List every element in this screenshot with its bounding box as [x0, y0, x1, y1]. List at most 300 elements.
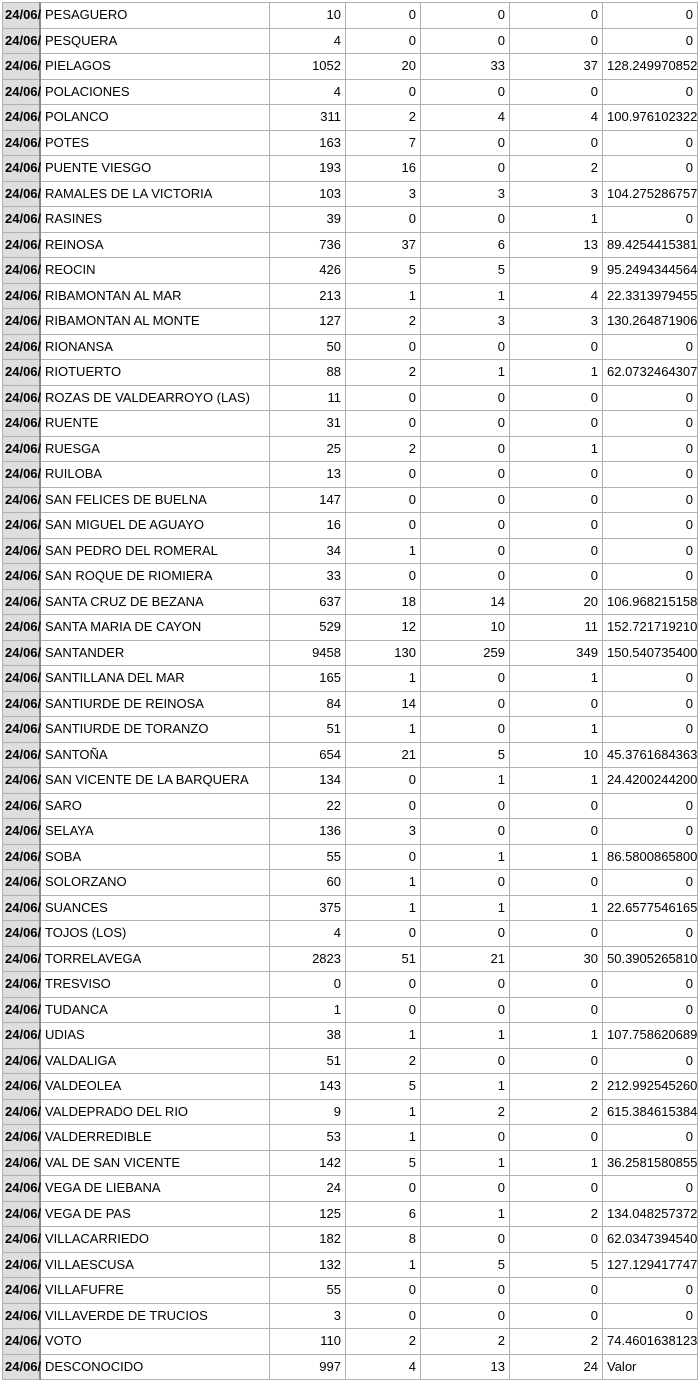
date-cell[interactable]: 24/06/: [3, 1125, 41, 1151]
value-cell-4[interactable]: 37: [510, 54, 603, 80]
rate-cell[interactable]: 0: [603, 793, 698, 819]
value-cell-4[interactable]: 0: [510, 1278, 603, 1304]
rate-cell[interactable]: 152.721719210: [603, 615, 698, 641]
value-cell-2[interactable]: 7: [346, 130, 421, 156]
value-cell-4[interactable]: 5: [510, 1252, 603, 1278]
municipality-cell[interactable]: RUILOBA: [40, 462, 270, 488]
municipality-cell[interactable]: SOBA: [40, 844, 270, 870]
municipality-cell[interactable]: VALDALIGA: [40, 1048, 270, 1074]
rate-cell[interactable]: 0: [603, 411, 698, 437]
value-cell-2[interactable]: 1: [346, 666, 421, 692]
rate-cell[interactable]: 0: [603, 972, 698, 998]
rate-cell[interactable]: 106.968215158: [603, 589, 698, 615]
rate-cell[interactable]: 0: [603, 1176, 698, 1202]
value-cell-3[interactable]: 1: [421, 283, 510, 309]
value-cell-3[interactable]: 0: [421, 334, 510, 360]
value-cell-2[interactable]: 6: [346, 1201, 421, 1227]
date-cell[interactable]: 24/06/: [3, 844, 41, 870]
date-cell[interactable]: 24/06/: [3, 921, 41, 947]
value-cell-2[interactable]: 5: [346, 1150, 421, 1176]
date-cell[interactable]: 24/06/: [3, 1278, 41, 1304]
rate-cell[interactable]: 0: [603, 819, 698, 845]
value-cell-2[interactable]: 12: [346, 615, 421, 641]
value-cell-1[interactable]: 50: [270, 334, 346, 360]
value-cell-1[interactable]: 53: [270, 1125, 346, 1151]
municipality-cell[interactable]: VEGA DE LIEBANA: [40, 1176, 270, 1202]
value-cell-2[interactable]: 0: [346, 462, 421, 488]
rate-cell[interactable]: 0: [603, 436, 698, 462]
value-cell-1[interactable]: 31: [270, 411, 346, 437]
value-cell-2[interactable]: 2: [346, 436, 421, 462]
value-cell-4[interactable]: 0: [510, 538, 603, 564]
date-cell[interactable]: 24/06/: [3, 207, 41, 233]
value-cell-3[interactable]: 0: [421, 972, 510, 998]
value-cell-1[interactable]: 736: [270, 232, 346, 258]
date-cell[interactable]: 24/06/: [3, 385, 41, 411]
value-cell-3[interactable]: 33: [421, 54, 510, 80]
date-cell[interactable]: 24/06/: [3, 1150, 41, 1176]
date-cell[interactable]: 24/06/: [3, 1252, 41, 1278]
value-cell-2[interactable]: 8: [346, 1227, 421, 1253]
value-cell-2[interactable]: 1: [346, 717, 421, 743]
value-cell-1[interactable]: 142: [270, 1150, 346, 1176]
value-cell-2[interactable]: 0: [346, 385, 421, 411]
municipality-cell[interactable]: POLACIONES: [40, 79, 270, 105]
value-cell-2[interactable]: 2: [346, 309, 421, 335]
value-cell-3[interactable]: 1: [421, 768, 510, 794]
value-cell-2[interactable]: 0: [346, 1303, 421, 1329]
value-cell-2[interactable]: 0: [346, 997, 421, 1023]
value-cell-2[interactable]: 37: [346, 232, 421, 258]
value-cell-4[interactable]: 0: [510, 411, 603, 437]
value-cell-4[interactable]: 1: [510, 436, 603, 462]
date-cell[interactable]: 24/06/: [3, 946, 41, 972]
value-cell-4[interactable]: 0: [510, 921, 603, 947]
value-cell-2[interactable]: 0: [346, 564, 421, 590]
date-cell[interactable]: 24/06/: [3, 1099, 41, 1125]
rate-cell[interactable]: 95.2494344564: [603, 258, 698, 284]
municipality-cell[interactable]: VALDERREDIBLE: [40, 1125, 270, 1151]
rate-cell[interactable]: 128.249970852: [603, 54, 698, 80]
value-cell-3[interactable]: 21: [421, 946, 510, 972]
date-cell[interactable]: 24/06/: [3, 411, 41, 437]
date-cell[interactable]: 24/06/: [3, 1074, 41, 1100]
municipality-cell[interactable]: ROZAS DE VALDEARROYO (LAS): [40, 385, 270, 411]
value-cell-3[interactable]: 3: [421, 309, 510, 335]
date-cell[interactable]: 24/06/: [3, 997, 41, 1023]
rate-cell[interactable]: 0: [603, 1278, 698, 1304]
value-cell-4[interactable]: 0: [510, 28, 603, 54]
date-cell[interactable]: 24/06/: [3, 54, 41, 80]
municipality-cell[interactable]: VILLACARRIEDO: [40, 1227, 270, 1253]
value-cell-4[interactable]: 24: [510, 1354, 603, 1380]
municipality-cell[interactable]: SANTANDER: [40, 640, 270, 666]
value-cell-1[interactable]: 637: [270, 589, 346, 615]
date-cell[interactable]: 24/06/: [3, 334, 41, 360]
rate-cell[interactable]: 0: [603, 487, 698, 513]
date-cell[interactable]: 24/06/: [3, 1048, 41, 1074]
value-cell-3[interactable]: 1: [421, 360, 510, 386]
value-cell-4[interactable]: 0: [510, 793, 603, 819]
rate-cell[interactable]: 0: [603, 207, 698, 233]
municipality-cell[interactable]: VOTO: [40, 1329, 270, 1355]
value-cell-2[interactable]: 1: [346, 1252, 421, 1278]
value-cell-3[interactable]: 0: [421, 462, 510, 488]
rate-cell[interactable]: 50.3905265810: [603, 946, 698, 972]
value-cell-1[interactable]: 182: [270, 1227, 346, 1253]
date-cell[interactable]: 24/06/: [3, 640, 41, 666]
rate-cell[interactable]: 0: [603, 28, 698, 54]
date-cell[interactable]: 24/06/: [3, 870, 41, 896]
value-cell-3[interactable]: 0: [421, 207, 510, 233]
date-cell[interactable]: 24/06/: [3, 972, 41, 998]
value-cell-3[interactable]: 0: [421, 3, 510, 29]
municipality-cell[interactable]: SELAYA: [40, 819, 270, 845]
municipality-cell[interactable]: RIBAMONTAN AL MONTE: [40, 309, 270, 335]
value-cell-1[interactable]: 110: [270, 1329, 346, 1355]
value-cell-4[interactable]: 0: [510, 1227, 603, 1253]
value-cell-1[interactable]: 9: [270, 1099, 346, 1125]
value-cell-2[interactable]: 0: [346, 1176, 421, 1202]
rate-cell[interactable]: Valor: [603, 1354, 698, 1380]
date-cell[interactable]: 24/06/: [3, 819, 41, 845]
value-cell-4[interactable]: 0: [510, 130, 603, 156]
municipality-cell[interactable]: REINOSA: [40, 232, 270, 258]
value-cell-2[interactable]: 3: [346, 819, 421, 845]
value-cell-4[interactable]: 1: [510, 666, 603, 692]
date-cell[interactable]: 24/06/: [3, 283, 41, 309]
value-cell-2[interactable]: 1: [346, 870, 421, 896]
rate-cell[interactable]: 22.3313979455: [603, 283, 698, 309]
value-cell-1[interactable]: 10: [270, 3, 346, 29]
municipality-cell[interactable]: POLANCO: [40, 105, 270, 131]
value-cell-4[interactable]: 0: [510, 870, 603, 896]
municipality-cell[interactable]: RIBAMONTAN AL MAR: [40, 283, 270, 309]
value-cell-1[interactable]: 4: [270, 28, 346, 54]
date-cell[interactable]: 24/06/: [3, 589, 41, 615]
value-cell-1[interactable]: 134: [270, 768, 346, 794]
date-cell[interactable]: 24/06/: [3, 895, 41, 921]
value-cell-1[interactable]: 51: [270, 717, 346, 743]
value-cell-2[interactable]: 4: [346, 1354, 421, 1380]
value-cell-3[interactable]: 0: [421, 717, 510, 743]
value-cell-2[interactable]: 0: [346, 334, 421, 360]
municipality-cell[interactable]: VILLAVERDE DE TRUCIOS: [40, 1303, 270, 1329]
value-cell-1[interactable]: 22: [270, 793, 346, 819]
value-cell-3[interactable]: 0: [421, 921, 510, 947]
value-cell-1[interactable]: 16: [270, 513, 346, 539]
rate-cell[interactable]: 130.264871906: [603, 309, 698, 335]
municipality-cell[interactable]: VEGA DE PAS: [40, 1201, 270, 1227]
municipality-cell[interactable]: PUENTE VIESGO: [40, 156, 270, 182]
value-cell-3[interactable]: 0: [421, 691, 510, 717]
date-cell[interactable]: 24/06/: [3, 1227, 41, 1253]
value-cell-1[interactable]: 125: [270, 1201, 346, 1227]
date-cell[interactable]: 24/06/: [3, 105, 41, 131]
value-cell-4[interactable]: 1: [510, 1150, 603, 1176]
rate-cell[interactable]: 0: [603, 3, 698, 29]
value-cell-4[interactable]: 4: [510, 283, 603, 309]
value-cell-2[interactable]: 3: [346, 181, 421, 207]
date-cell[interactable]: 24/06/: [3, 1201, 41, 1227]
rate-cell[interactable]: 0: [603, 1303, 698, 1329]
municipality-cell[interactable]: VALDEPRADO DEL RIO: [40, 1099, 270, 1125]
municipality-cell[interactable]: RIOTUERTO: [40, 360, 270, 386]
value-cell-1[interactable]: 84: [270, 691, 346, 717]
value-cell-1[interactable]: 55: [270, 1278, 346, 1304]
municipality-cell[interactable]: VILLAFUFRE: [40, 1278, 270, 1304]
value-cell-3[interactable]: 5: [421, 742, 510, 768]
value-cell-2[interactable]: 16: [346, 156, 421, 182]
value-cell-4[interactable]: 1: [510, 844, 603, 870]
value-cell-3[interactable]: 0: [421, 411, 510, 437]
rate-cell[interactable]: 24.4200244200: [603, 768, 698, 794]
value-cell-4[interactable]: 4: [510, 105, 603, 131]
municipality-cell[interactable]: SANTA MARIA DE CAYON: [40, 615, 270, 641]
value-cell-4[interactable]: 0: [510, 462, 603, 488]
value-cell-1[interactable]: 33: [270, 564, 346, 590]
date-cell[interactable]: 24/06/: [3, 181, 41, 207]
value-cell-4[interactable]: 1: [510, 768, 603, 794]
value-cell-3[interactable]: 1: [421, 1201, 510, 1227]
value-cell-1[interactable]: 193: [270, 156, 346, 182]
value-cell-2[interactable]: 18: [346, 589, 421, 615]
value-cell-2[interactable]: 5: [346, 258, 421, 284]
value-cell-3[interactable]: 0: [421, 870, 510, 896]
value-cell-2[interactable]: 5: [346, 1074, 421, 1100]
value-cell-3[interactable]: 0: [421, 28, 510, 54]
municipality-cell[interactable]: SANTIURDE DE REINOSA: [40, 691, 270, 717]
rate-cell[interactable]: 0: [603, 691, 698, 717]
value-cell-1[interactable]: 25: [270, 436, 346, 462]
value-cell-2[interactable]: 0: [346, 28, 421, 54]
municipality-cell[interactable]: RUESGA: [40, 436, 270, 462]
municipality-cell[interactable]: SAN VICENTE DE LA BARQUERA: [40, 768, 270, 794]
municipality-cell[interactable]: RIONANSA: [40, 334, 270, 360]
value-cell-4[interactable]: 2: [510, 156, 603, 182]
value-cell-2[interactable]: 1: [346, 283, 421, 309]
value-cell-2[interactable]: 1: [346, 1099, 421, 1125]
value-cell-1[interactable]: 3: [270, 1303, 346, 1329]
rate-cell[interactable]: 0: [603, 156, 698, 182]
value-cell-1[interactable]: 4: [270, 79, 346, 105]
date-cell[interactable]: 24/06/: [3, 742, 41, 768]
municipality-cell[interactable]: RUENTE: [40, 411, 270, 437]
value-cell-1[interactable]: 39: [270, 207, 346, 233]
value-cell-1[interactable]: 375: [270, 895, 346, 921]
value-cell-3[interactable]: 0: [421, 819, 510, 845]
municipality-cell[interactable]: RASINES: [40, 207, 270, 233]
value-cell-3[interactable]: 1: [421, 844, 510, 870]
value-cell-3[interactable]: 1: [421, 1150, 510, 1176]
value-cell-3[interactable]: 14: [421, 589, 510, 615]
value-cell-1[interactable]: 136: [270, 819, 346, 845]
municipality-cell[interactable]: SAN MIGUEL DE AGUAYO: [40, 513, 270, 539]
value-cell-4[interactable]: 3: [510, 309, 603, 335]
date-cell[interactable]: 24/06/: [3, 666, 41, 692]
date-cell[interactable]: 24/06/: [3, 1329, 41, 1355]
value-cell-3[interactable]: 2: [421, 1329, 510, 1355]
municipality-cell[interactable]: VILLAESCUSA: [40, 1252, 270, 1278]
value-cell-2[interactable]: 2: [346, 105, 421, 131]
municipality-cell[interactable]: TUDANCA: [40, 997, 270, 1023]
value-cell-2[interactable]: 1: [346, 1023, 421, 1049]
rate-cell[interactable]: 0: [603, 334, 698, 360]
municipality-cell[interactable]: DESCONOCIDO: [40, 1354, 270, 1380]
value-cell-2[interactable]: 0: [346, 411, 421, 437]
value-cell-4[interactable]: 0: [510, 1048, 603, 1074]
municipality-cell[interactable]: SAN PEDRO DEL ROMERAL: [40, 538, 270, 564]
rate-cell[interactable]: 0: [603, 385, 698, 411]
date-cell[interactable]: 24/06/: [3, 564, 41, 590]
date-cell[interactable]: 24/06/: [3, 130, 41, 156]
value-cell-4[interactable]: 0: [510, 691, 603, 717]
value-cell-1[interactable]: 147: [270, 487, 346, 513]
rate-cell[interactable]: 62.0732464307: [603, 360, 698, 386]
value-cell-1[interactable]: 163: [270, 130, 346, 156]
value-cell-4[interactable]: 0: [510, 997, 603, 1023]
municipality-cell[interactable]: SANTILLANA DEL MAR: [40, 666, 270, 692]
date-cell[interactable]: 24/06/: [3, 462, 41, 488]
date-cell[interactable]: 24/06/: [3, 691, 41, 717]
rate-cell[interactable]: 127.129417747: [603, 1252, 698, 1278]
rate-cell[interactable]: 0: [603, 717, 698, 743]
value-cell-1[interactable]: 213: [270, 283, 346, 309]
rate-cell[interactable]: 0: [603, 1048, 698, 1074]
value-cell-1[interactable]: 311: [270, 105, 346, 131]
value-cell-4[interactable]: 0: [510, 819, 603, 845]
municipality-cell[interactable]: SANTA CRUZ DE BEZANA: [40, 589, 270, 615]
value-cell-1[interactable]: 38: [270, 1023, 346, 1049]
value-cell-4[interactable]: 0: [510, 1303, 603, 1329]
value-cell-2[interactable]: 0: [346, 793, 421, 819]
value-cell-1[interactable]: 132: [270, 1252, 346, 1278]
rate-cell[interactable]: 22.6577546165: [603, 895, 698, 921]
municipality-cell[interactable]: SAN ROQUE DE RIOMIERA: [40, 564, 270, 590]
value-cell-3[interactable]: 2: [421, 1099, 510, 1125]
value-cell-3[interactable]: 5: [421, 258, 510, 284]
value-cell-3[interactable]: 10: [421, 615, 510, 641]
value-cell-3[interactable]: 0: [421, 997, 510, 1023]
rate-cell[interactable]: 74.4601638123: [603, 1329, 698, 1355]
municipality-cell[interactable]: RAMALES DE LA VICTORIA: [40, 181, 270, 207]
value-cell-3[interactable]: 0: [421, 1176, 510, 1202]
value-cell-3[interactable]: 0: [421, 385, 510, 411]
value-cell-2[interactable]: 0: [346, 972, 421, 998]
rate-cell[interactable]: 0: [603, 538, 698, 564]
value-cell-1[interactable]: 55: [270, 844, 346, 870]
value-cell-1[interactable]: 997: [270, 1354, 346, 1380]
date-cell[interactable]: 24/06/: [3, 538, 41, 564]
value-cell-4[interactable]: 1: [510, 1023, 603, 1049]
rate-cell[interactable]: 0: [603, 1125, 698, 1151]
value-cell-4[interactable]: 9: [510, 258, 603, 284]
value-cell-3[interactable]: 0: [421, 538, 510, 564]
value-cell-1[interactable]: 88: [270, 360, 346, 386]
value-cell-2[interactable]: 2: [346, 1329, 421, 1355]
value-cell-3[interactable]: 0: [421, 1048, 510, 1074]
value-cell-4[interactable]: 2: [510, 1099, 603, 1125]
value-cell-1[interactable]: 529: [270, 615, 346, 641]
value-cell-2[interactable]: 14: [346, 691, 421, 717]
value-cell-2[interactable]: 2: [346, 1048, 421, 1074]
value-cell-2[interactable]: 0: [346, 768, 421, 794]
rate-cell[interactable]: 45.3761684363: [603, 742, 698, 768]
rate-cell[interactable]: 0: [603, 921, 698, 947]
value-cell-3[interactable]: 3: [421, 181, 510, 207]
date-cell[interactable]: 24/06/: [3, 156, 41, 182]
rate-cell[interactable]: 89.4254415381: [603, 232, 698, 258]
municipality-cell[interactable]: SAN FELICES DE BUELNA: [40, 487, 270, 513]
value-cell-4[interactable]: 0: [510, 1125, 603, 1151]
value-cell-3[interactable]: 0: [421, 79, 510, 105]
value-cell-3[interactable]: 4: [421, 105, 510, 131]
value-cell-3[interactable]: 0: [421, 564, 510, 590]
municipality-cell[interactable]: VAL DE SAN VICENTE: [40, 1150, 270, 1176]
rate-cell[interactable]: 100.976102322: [603, 105, 698, 131]
date-cell[interactable]: 24/06/: [3, 513, 41, 539]
value-cell-4[interactable]: 1: [510, 207, 603, 233]
value-cell-3[interactable]: 0: [421, 793, 510, 819]
value-cell-4[interactable]: 3: [510, 181, 603, 207]
value-cell-1[interactable]: 1052: [270, 54, 346, 80]
date-cell[interactable]: 24/06/: [3, 360, 41, 386]
value-cell-2[interactable]: 1: [346, 1125, 421, 1151]
value-cell-3[interactable]: 0: [421, 487, 510, 513]
municipality-cell[interactable]: SUANCES: [40, 895, 270, 921]
value-cell-1[interactable]: 103: [270, 181, 346, 207]
municipality-cell[interactable]: TORRELAVEGA: [40, 946, 270, 972]
municipality-cell[interactable]: POTES: [40, 130, 270, 156]
value-cell-1[interactable]: 0: [270, 972, 346, 998]
value-cell-4[interactable]: 0: [510, 972, 603, 998]
date-cell[interactable]: 24/06/: [3, 79, 41, 105]
value-cell-3[interactable]: 0: [421, 436, 510, 462]
value-cell-1[interactable]: 24: [270, 1176, 346, 1202]
municipality-cell[interactable]: PESQUERA: [40, 28, 270, 54]
date-cell[interactable]: 24/06/: [3, 436, 41, 462]
value-cell-3[interactable]: 0: [421, 1125, 510, 1151]
municipality-cell[interactable]: PIELAGOS: [40, 54, 270, 80]
rate-cell[interactable]: 0: [603, 79, 698, 105]
value-cell-4[interactable]: 0: [510, 3, 603, 29]
rate-cell[interactable]: 62.0347394540: [603, 1227, 698, 1253]
value-cell-3[interactable]: 1: [421, 1023, 510, 1049]
value-cell-1[interactable]: 143: [270, 1074, 346, 1100]
value-cell-1[interactable]: 51: [270, 1048, 346, 1074]
value-cell-1[interactable]: 34: [270, 538, 346, 564]
value-cell-3[interactable]: 0: [421, 156, 510, 182]
value-cell-4[interactable]: 11: [510, 615, 603, 641]
date-cell[interactable]: 24/06/: [3, 3, 41, 29]
value-cell-3[interactable]: 5: [421, 1252, 510, 1278]
value-cell-4[interactable]: 0: [510, 385, 603, 411]
value-cell-2[interactable]: 20: [346, 54, 421, 80]
date-cell[interactable]: 24/06/: [3, 1303, 41, 1329]
rate-cell[interactable]: 86.5800865800: [603, 844, 698, 870]
value-cell-3[interactable]: 1: [421, 1074, 510, 1100]
rate-cell[interactable]: 134.048257372: [603, 1201, 698, 1227]
rate-cell[interactable]: 0: [603, 462, 698, 488]
value-cell-3[interactable]: 13: [421, 1354, 510, 1380]
rate-cell[interactable]: 0: [603, 997, 698, 1023]
value-cell-3[interactable]: 1: [421, 895, 510, 921]
value-cell-2[interactable]: 0: [346, 1278, 421, 1304]
value-cell-4[interactable]: 0: [510, 79, 603, 105]
value-cell-4[interactable]: 1: [510, 717, 603, 743]
municipality-cell[interactable]: PESAGUERO: [40, 3, 270, 29]
value-cell-2[interactable]: 0: [346, 844, 421, 870]
